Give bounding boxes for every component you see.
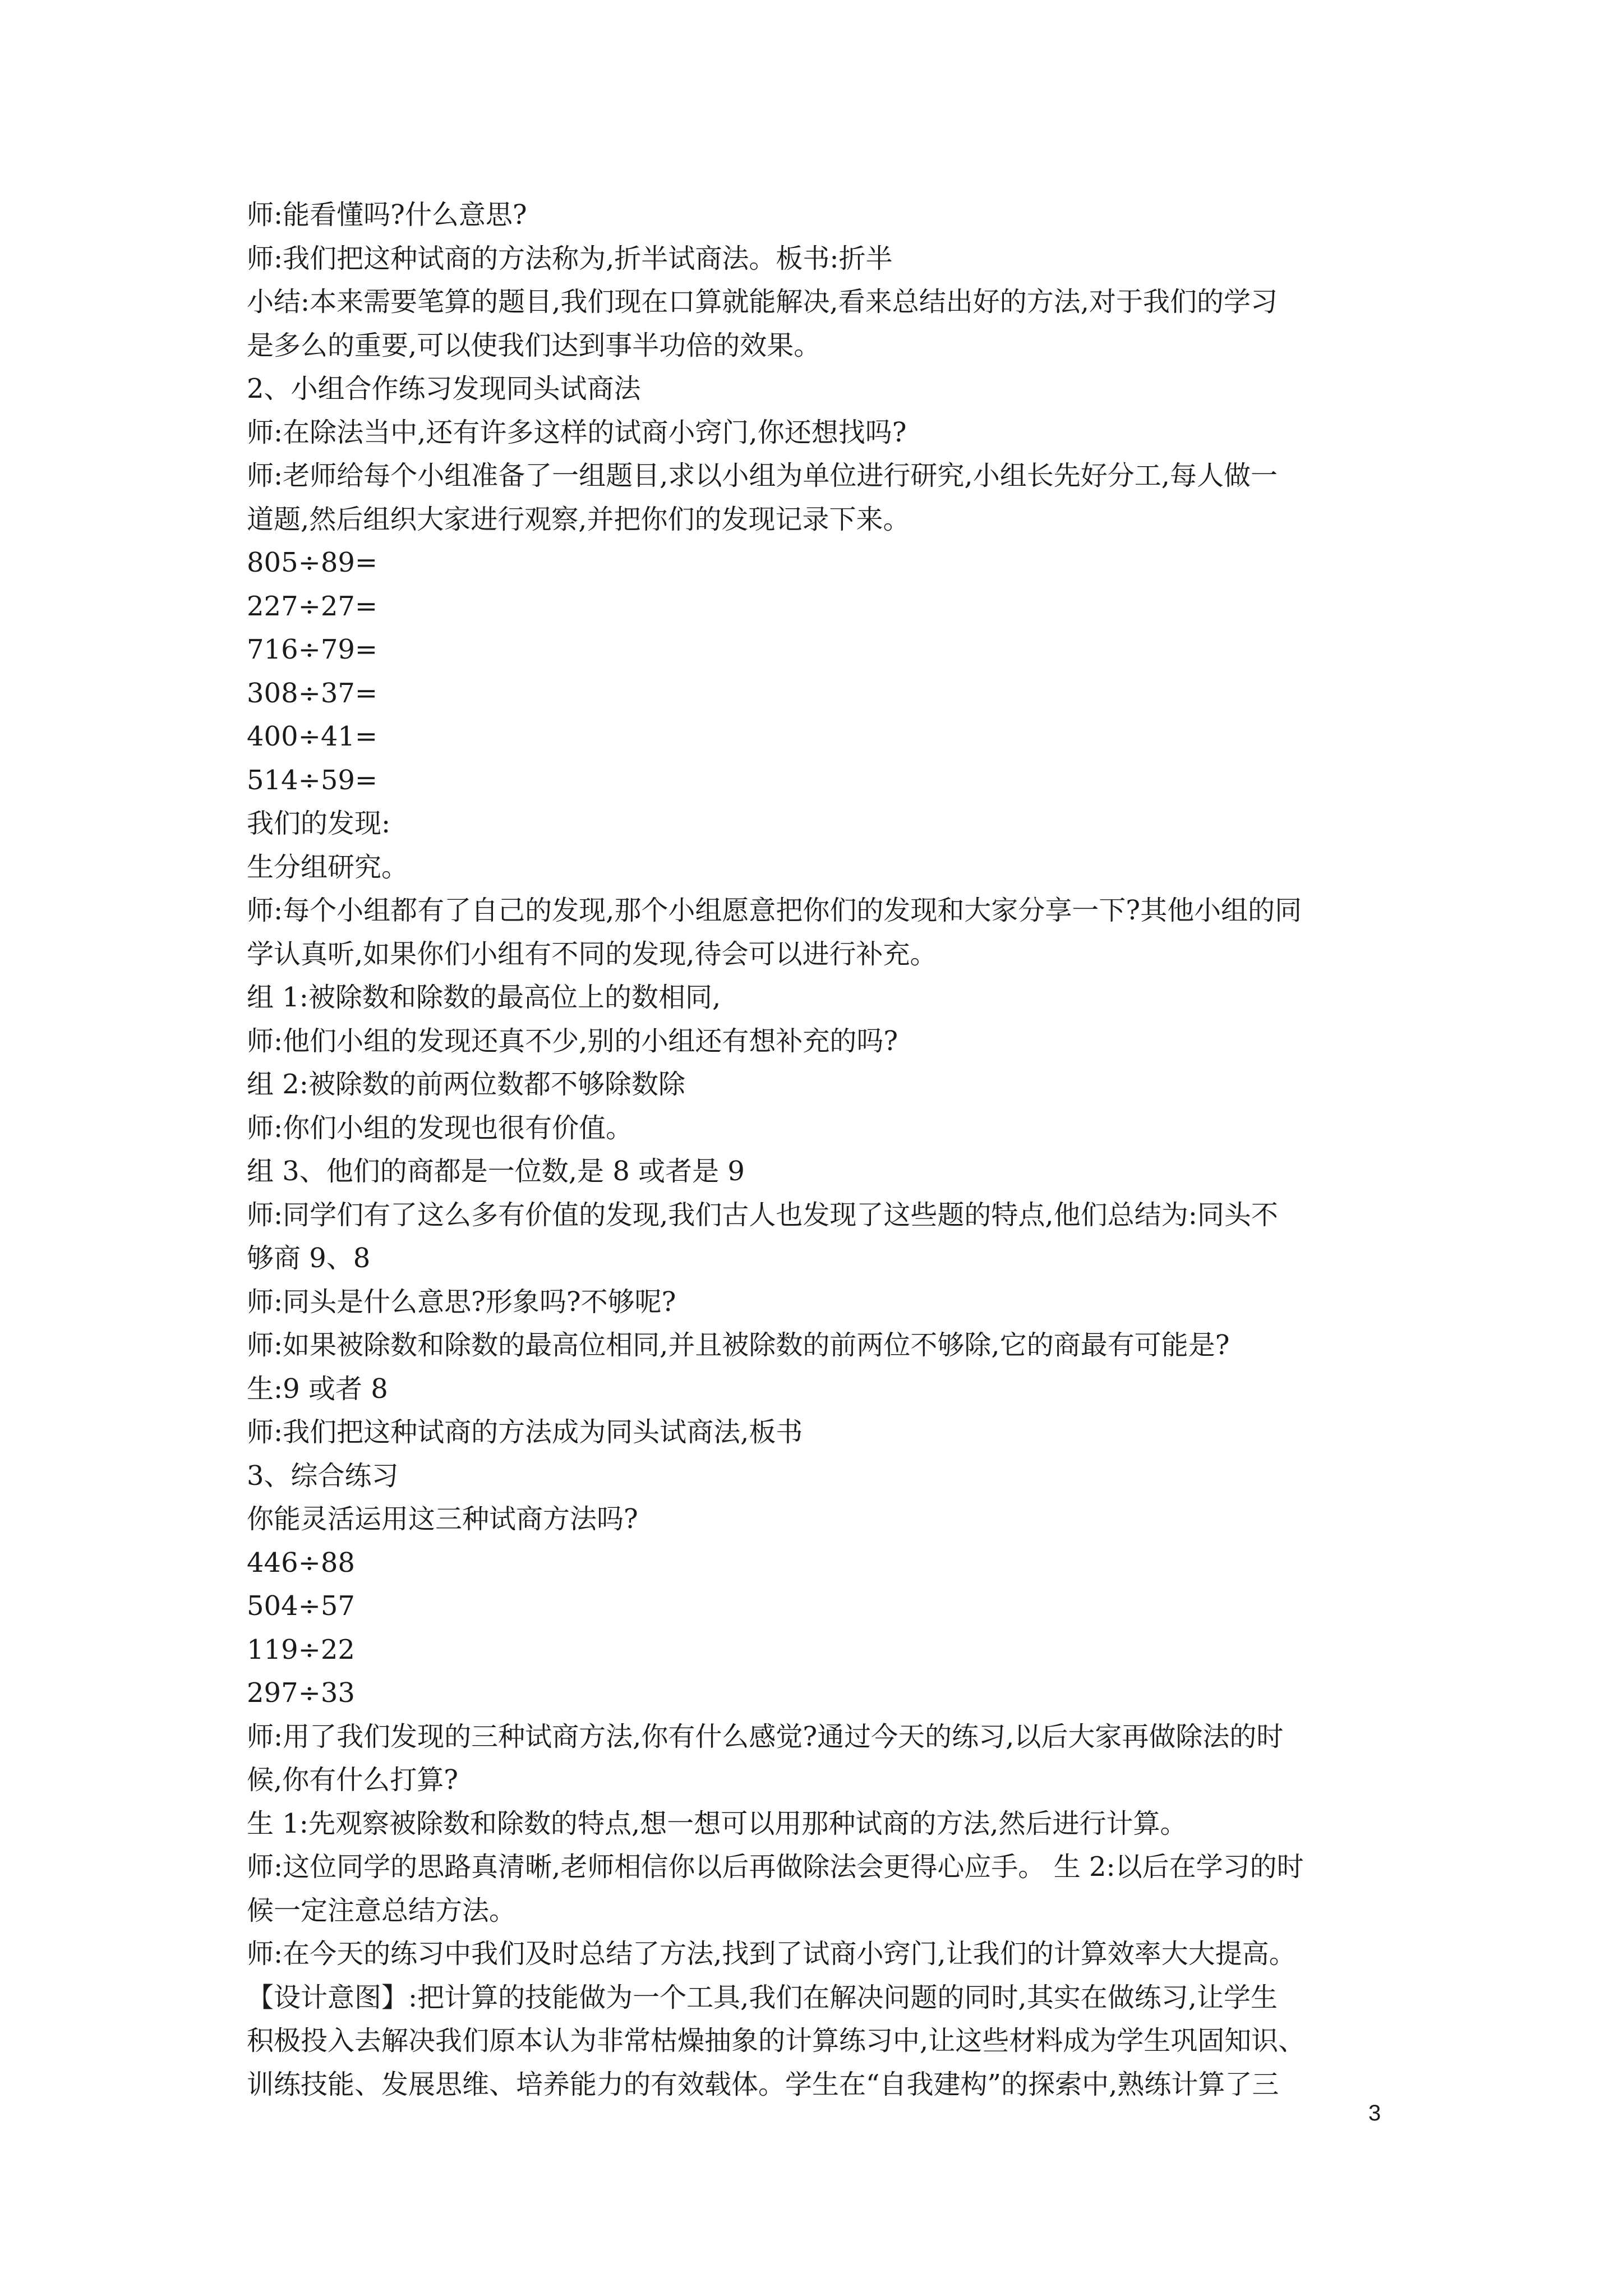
text-line: 组 2:被除数的前两位数都不够除数除 — [247, 1069, 685, 1100]
text-line: 组 3、他们的商都是一位数,是 8 或者是 9 — [247, 1156, 745, 1187]
text-line: 生分组研究。 — [247, 851, 409, 883]
math-exercise: 119÷22 — [247, 1634, 355, 1665]
text-line: 师:你们小组的发现也很有价值。 — [247, 1112, 633, 1144]
text-line: 积极投入去解决我们原本认为非常枯燥抽象的计算练习中,让这些材料成为学生巩固知识、 — [247, 2025, 1306, 2056]
text-line: 是多么的重要,可以使我们达到事半功倍的效果。 — [247, 329, 821, 361]
text-line: 候,你有什么打算? — [247, 1764, 458, 1796]
math-exercise: 716÷79= — [247, 634, 378, 665]
math-exercise: 308÷37= — [247, 677, 378, 709]
document-body — [247, 194, 1391, 2106]
math-exercise: 514÷59= — [247, 764, 378, 796]
page-number: 3 — [1368, 2101, 1381, 2125]
text-line: 候一定注意总结方法。 — [247, 1894, 517, 1926]
math-exercise: 297÷33 — [247, 1677, 355, 1709]
text-line: 我们的发现: — [247, 808, 391, 839]
math-exercise: 446÷88 — [247, 1547, 355, 1579]
text-line: 【设计意图】:把计算的技能做为一个工具,我们在解决问题的同时,其实在做练习,让学生 — [247, 1981, 1278, 2013]
text-line: 组 1:被除数和除数的最高位上的数相同, — [247, 982, 721, 1013]
text-line: 师:他们小组的发现还真不少,别的小组还有想补充的吗? — [247, 1025, 898, 1057]
text-line: 训练技能、发展思维、培养能力的有效载体。学生在“自我建构”的探索中,熟练计算了三 — [247, 2068, 1279, 2100]
text-line: 够商 9、8 — [247, 1243, 371, 1274]
text-line: 师:我们把这种试商的方法称为,折半试商法。板书:折半 — [247, 242, 893, 274]
text-line: 师:在除法当中,还有许多这样的试商小窍门,你还想找吗? — [247, 416, 907, 448]
text-line: 师:如果被除数和除数的最高位相同,并且被除数的前两位不够除,它的商最有可能是? — [247, 1329, 1230, 1361]
math-exercise: 227÷27= — [247, 590, 378, 622]
math-exercise: 504÷57 — [247, 1590, 355, 1622]
text-line: 师:这位同学的思路真清晰,老师相信你以后再做除法会更得心应手。 生 2:以后在学习的时 — [247, 1851, 1304, 1883]
section-heading: 3、综合练习 — [247, 1460, 399, 1492]
text-line: 师:同学们有了这么多有价值的发现,我们古人也发现了这些题的特点,他们总结为:同头不 — [247, 1199, 1278, 1231]
text-line: 学认真听,如果你们小组有不同的发现,待会可以进行补充。 — [247, 938, 937, 970]
text-line: 生 1:先观察被除数和除数的特点,想一想可以用那种试商的方法,然后进行计算。 — [247, 1807, 1187, 1839]
text-line: 小结:本来需要笔算的题目,我们现在口算就能解决,看来总结出好的方法,对于我们的学习 — [247, 286, 1278, 318]
text-line: 师:用了我们发现的三种试商方法,你有什么感觉?通过今天的练习,以后大家再做除法的时 — [247, 1720, 1284, 1752]
text-line: 师:我们把这种试商的方法成为同头试商法,板书 — [247, 1416, 803, 1448]
text-line: 师:能看懂吗?什么意思? — [247, 199, 527, 231]
text-line: 师:每个小组都有了自己的发现,那个小组愿意把你们的发现和大家分享一下?其他小组的同 — [247, 895, 1302, 926]
math-exercise: 400÷41= — [247, 721, 378, 752]
text-line: 师:老师给每个小组准备了一组题目,求以小组为单位进行研究,小组长先好分工,每人做一 — [247, 460, 1278, 491]
text-line: 道题,然后组织大家进行观察,并把你们的发现记录下来。 — [247, 503, 910, 535]
text-line: 你能灵活运用这三种试商方法吗? — [247, 1503, 638, 1535]
text-line: 生:9 或者 8 — [247, 1373, 388, 1405]
section-heading: 2、小组合作练习发现同头试商法 — [247, 373, 641, 404]
text-line: 师:同头是什么意思?形象吗?不够呢? — [247, 1286, 676, 1318]
text-line: 师:在今天的练习中我们及时总结了方法,找到了试商小窍门,让我们的计算效率大大提高。 — [247, 1938, 1296, 1970]
math-exercise: 805÷89= — [247, 547, 378, 578]
